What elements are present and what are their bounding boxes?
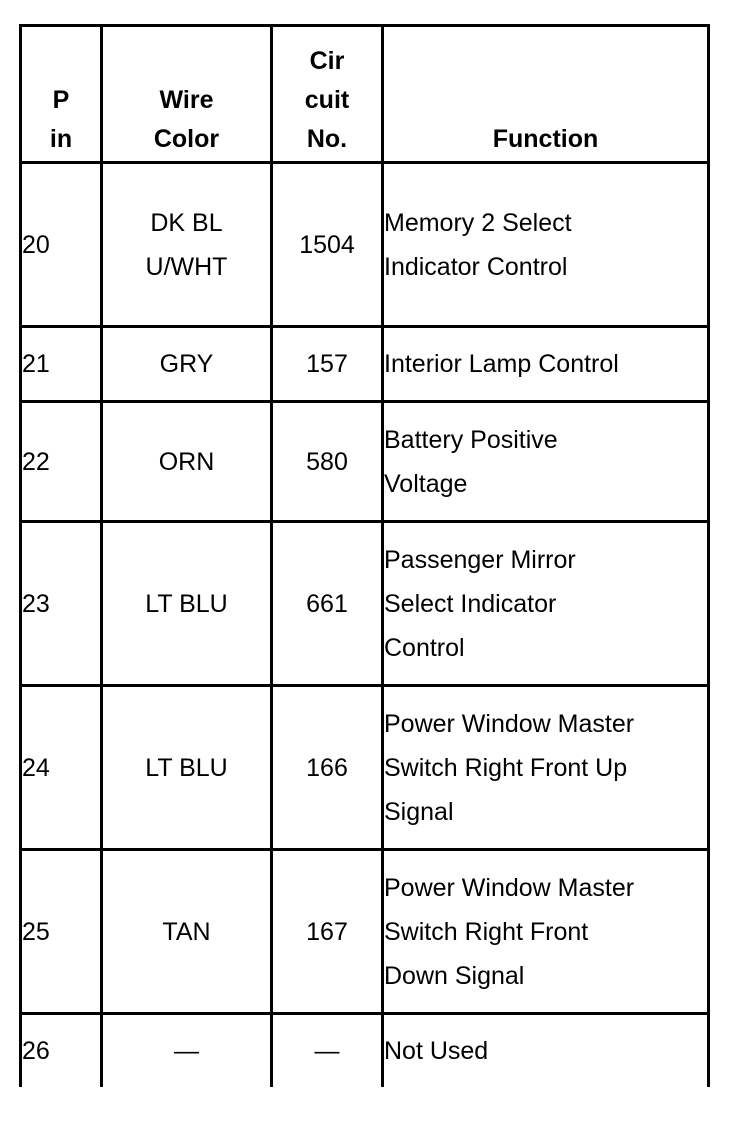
table-row [21,402,709,522]
table-row [21,686,709,850]
function-text: Passenger Mirror Select Indicator Control [384,545,576,662]
table-header [21,26,709,163]
pin-cell: 26 [21,1014,102,1088]
header-row [21,26,709,163]
function-text: Memory 2 Select Indicator Control [384,208,572,281]
pin-cell: 20 [21,163,102,327]
wire-color-cell: ORN [102,402,272,522]
circuit-no-cell: 166 [272,686,383,850]
wire-color-cell: GRY [102,327,272,402]
circuit-no-cell: — [272,1014,383,1088]
function-cell [383,402,709,522]
table-row [21,163,709,327]
circuit-no-cell: 1504 [272,163,383,327]
connector-pin-table [19,24,710,1087]
header-wire-color: Wire Color [102,26,272,163]
wire-color-cell: LT BLU [102,686,272,850]
function-text: Power Window Master Switch Right Front Down Signal [384,873,635,990]
table-row [21,1014,709,1088]
header-circuit-no: Cir cuit No. [272,26,383,163]
table-body [21,163,709,1088]
circuit-no-cell: 157 [272,327,383,402]
function-cell [383,850,709,1014]
table-row [21,327,709,402]
pin-cell: 21 [21,327,102,402]
table-row [21,850,709,1014]
function-cell: Not Used [383,1014,709,1088]
circuit-no-cell: 580 [272,402,383,522]
pin-cell: 22 [21,402,102,522]
pin-cell: 23 [21,522,102,686]
header-pin: P in [21,26,102,163]
circuit-no-cell: 661 [272,522,383,686]
wire-color-text: DK BLU/WHT [145,208,228,281]
table-row [21,522,709,686]
wire-color-cell: TAN [102,850,272,1014]
function-text: Battery Positive Voltage [384,425,558,498]
wire-color-cell: LT BLU [102,522,272,686]
function-cell: Interior Lamp Control [383,327,709,402]
function-text: Power Window Master Switch Right Front Up Signal [384,709,635,826]
wire-color-cell: — [102,1014,272,1088]
pin-cell: 25 [21,850,102,1014]
wire-color-cell [102,163,272,327]
header-function: Function [383,26,709,163]
function-cell [383,686,709,850]
function-cell [383,163,709,327]
pin-cell: 24 [21,686,102,850]
circuit-no-cell: 167 [272,850,383,1014]
function-cell [383,522,709,686]
